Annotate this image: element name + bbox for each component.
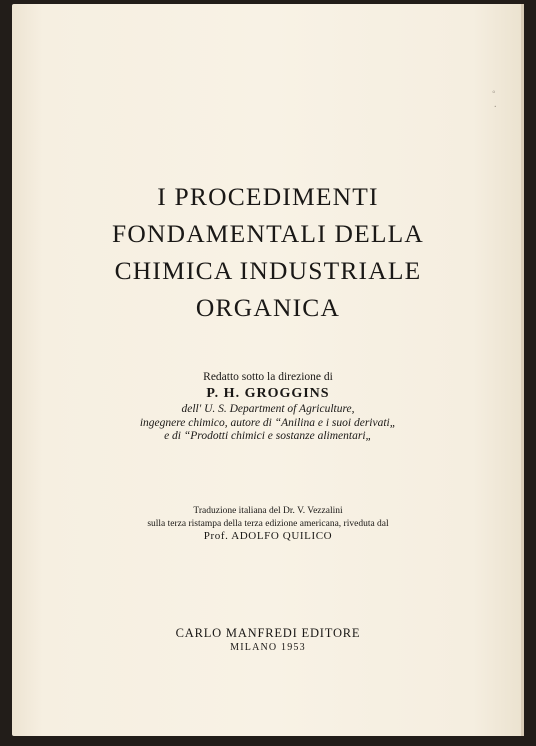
editor-name: P. H. GROGGINS	[206, 386, 330, 401]
title-line: CHIMICA INDUSTRIALE	[114, 256, 422, 285]
affiliation-line: dell' U. S. Department of Agriculture,	[181, 403, 355, 415]
translator-line: Traduzione italiana del Dr. V. Vezzalini	[193, 506, 343, 516]
edition-line: sulla terza ristampa della terza edizione americana, riveduta dal	[147, 518, 389, 529]
affiliation-line: e di “Prodotti chimici e sostanze alimentari„	[164, 430, 372, 443]
reviser-name: Prof. ADOLFO QUILICO	[203, 530, 333, 542]
translation-credit	[0, 505, 536, 543]
publisher-name: CARLO MANFREDI EDITORE	[175, 626, 361, 640]
title-line: FONDAMENTALI DELLA	[111, 219, 425, 248]
publisher-imprint	[0, 626, 536, 655]
editor-intro: Redatto sotto la direzione di	[203, 371, 333, 383]
book-title	[0, 178, 536, 326]
publisher-place-year: MILANO 1953	[230, 642, 306, 653]
title-line: ORGANICA	[195, 293, 341, 322]
paper-speck-mark: .	[494, 99, 497, 110]
editor-affiliation	[0, 403, 536, 444]
title-line: I PROCEDIMENTI	[157, 182, 379, 211]
affiliation-line: ingegnere chimico, autore di “Anilina e i suoi derivati„	[139, 416, 397, 429]
paper-speck-mark: ◦	[492, 87, 496, 98]
